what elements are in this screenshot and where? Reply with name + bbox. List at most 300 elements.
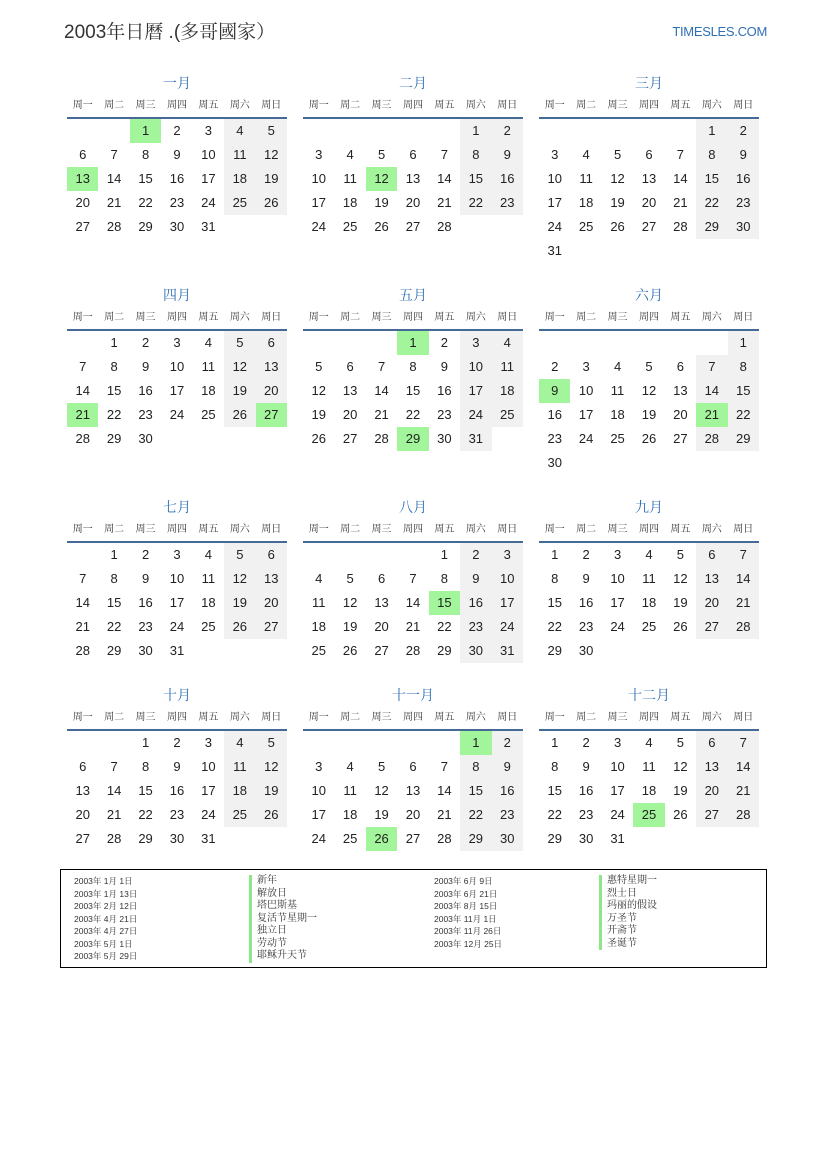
day-cell: 19 <box>256 167 287 191</box>
day-cell: 7 <box>377 359 386 374</box>
day-cell: 21 <box>106 807 122 822</box>
day-cell: 24 <box>610 807 625 822</box>
day-cell: 4 <box>346 147 354 162</box>
day-cell: 27 <box>374 643 389 658</box>
day-cell: 7 <box>79 359 87 374</box>
day-cell: 29 <box>460 827 491 851</box>
day-cell: 13 <box>673 383 688 398</box>
day-cell: 4 <box>346 759 354 774</box>
day-cell: 31 <box>460 427 491 451</box>
day-cell: 10 <box>610 759 625 774</box>
empty-day-cell <box>696 639 727 663</box>
empty-day-cell <box>602 119 633 143</box>
day-cell: 21 <box>728 779 759 803</box>
day-cell: 19 <box>311 407 326 422</box>
empty-day-cell <box>193 427 224 451</box>
weekday-header-tue: 周二 <box>104 712 125 723</box>
month-august <box>303 496 523 663</box>
legend-holiday-name: 新年 <box>249 875 277 888</box>
day-cell: 12 <box>374 783 389 798</box>
day-cell: 30 <box>578 643 594 658</box>
weekday-header-sun: 周日 <box>733 712 754 723</box>
day-cell: 8 <box>141 759 150 774</box>
legend-row <box>74 913 317 926</box>
empty-day-cell <box>602 239 633 263</box>
weekday-header-fri: 周五 <box>434 524 455 535</box>
weekday-header-sun: 周日 <box>261 100 282 111</box>
legend-row <box>74 925 317 938</box>
day-cell: 21 <box>728 591 759 615</box>
empty-day-cell <box>696 331 727 355</box>
day-cell: 6 <box>377 571 386 586</box>
week-row <box>67 191 287 215</box>
day-cell: 8 <box>440 571 449 586</box>
legend-holiday-name: 劳动节 <box>249 938 287 951</box>
day-cell: 8 <box>460 143 491 167</box>
week-row <box>67 331 287 355</box>
day-cell: 11 <box>610 383 625 398</box>
day-cell: 21 <box>673 195 688 210</box>
day-cell: 10 <box>169 359 185 374</box>
weekday-header-row <box>539 306 759 331</box>
week-row <box>67 143 287 167</box>
day-cell: 31 <box>610 831 625 846</box>
day-cell: 13 <box>696 567 727 591</box>
day-cell: 19 <box>641 407 657 422</box>
day-cell: 29 <box>138 219 153 234</box>
day-cell: 25 <box>201 407 216 422</box>
week-row <box>67 827 287 851</box>
day-cell: 26 <box>256 191 287 215</box>
legend-date: 2003年 12月 25日 <box>434 938 503 949</box>
day-cell: 3 <box>613 735 622 750</box>
week-row <box>303 779 523 803</box>
weekday-header-fri: 周五 <box>434 712 455 723</box>
weekday-header-fri: 周五 <box>198 100 219 111</box>
day-cell: 13 <box>641 171 657 186</box>
empty-day-cell <box>492 427 523 451</box>
week-row <box>303 191 523 215</box>
day-cell: 17 <box>311 807 326 822</box>
empty-day-cell <box>696 239 727 263</box>
week-row <box>67 379 287 403</box>
day-cell: 25 <box>342 219 358 234</box>
legend-date: 2003年 6月 9日 <box>434 876 493 886</box>
legend-row <box>74 900 317 913</box>
week-row <box>303 827 523 851</box>
weekday-header-mon: 周一 <box>544 712 565 723</box>
weekday-header-row <box>67 518 287 543</box>
week-row <box>303 615 523 639</box>
day-cell: 3 <box>315 147 323 162</box>
day-cell: 20 <box>673 407 688 422</box>
day-cell: 2 <box>551 359 559 374</box>
legend-row <box>434 875 657 888</box>
empty-day-cell <box>633 331 664 355</box>
day-cell: 26 <box>342 643 358 658</box>
week-row <box>539 143 759 167</box>
day-cell: 16 <box>169 783 185 798</box>
day-cell: 24 <box>169 619 185 634</box>
weekday-header-sat: 周六 <box>465 712 486 723</box>
day-cell: 9 <box>440 359 449 374</box>
day-cell: 29 <box>696 215 727 239</box>
month-title: 六月 <box>635 287 663 303</box>
empty-day-cell <box>161 427 192 451</box>
month-january <box>67 72 287 239</box>
empty-day-cell <box>67 119 98 143</box>
day-cell: 7 <box>696 355 727 379</box>
day-cell: 19 <box>224 591 255 615</box>
day-cell: 27 <box>342 431 358 446</box>
day-cell: 18 <box>641 783 657 798</box>
legend-holiday-name: 塔巴斯基 <box>249 900 297 913</box>
day-cell: 27 <box>696 615 727 639</box>
legend-row <box>434 900 657 913</box>
day-cell: 22 <box>460 803 491 827</box>
day-cell: 24 <box>169 407 185 422</box>
day-cell: 17 <box>610 783 625 798</box>
day-cell: 28 <box>437 219 452 234</box>
day-cell: 21 <box>106 195 122 210</box>
day-cell: 25 <box>342 831 358 846</box>
empty-day-cell <box>602 331 633 355</box>
weekday-header-wed: 周三 <box>371 712 392 723</box>
day-cell: 8 <box>460 755 491 779</box>
day-cell: 28 <box>728 803 759 827</box>
day-cell: 5 <box>256 119 287 143</box>
day-cell: 5 <box>645 359 653 374</box>
day-cell: 1 <box>551 735 559 750</box>
day-cell: 14 <box>75 383 90 398</box>
day-cell: 25 <box>578 219 594 234</box>
day-cell: 3 <box>173 547 181 562</box>
day-cell: 23 <box>138 407 153 422</box>
empty-day-cell <box>67 731 98 755</box>
month-may <box>303 284 523 451</box>
day-cell: 21 <box>405 619 421 634</box>
month-june <box>539 284 759 475</box>
day-cell: 22 <box>460 191 491 215</box>
day-cell: 10 <box>578 383 594 398</box>
day-cell: 4 <box>582 147 590 162</box>
weekday-header-fri: 周五 <box>670 712 691 723</box>
day-cell: 6 <box>676 359 685 374</box>
day-cell: 5 <box>377 759 386 774</box>
holiday-day-cell: 21 <box>67 403 98 427</box>
day-cell: 27 <box>673 431 688 446</box>
day-cell: 9 <box>141 359 150 374</box>
day-cell: 2 <box>173 123 181 138</box>
weekday-header-tue: 周二 <box>340 100 361 111</box>
day-cell: 29 <box>106 431 122 446</box>
day-cell: 24 <box>547 219 562 234</box>
empty-day-cell <box>256 215 287 239</box>
day-cell: 28 <box>75 431 90 446</box>
legend-holiday-name: 玛丽的假设 <box>599 900 657 913</box>
day-cell: 4 <box>645 735 653 750</box>
day-cell: 1 <box>551 547 559 562</box>
empty-day-cell <box>570 239 601 263</box>
empty-day-cell <box>193 639 224 663</box>
empty-day-cell <box>334 331 365 355</box>
empty-day-cell <box>224 827 255 851</box>
weekday-header-sun: 周日 <box>497 100 518 111</box>
site-brand-link[interactable]: TIMESLES.COM <box>672 24 767 39</box>
week-row <box>67 803 287 827</box>
holiday-day-cell: 29 <box>397 427 428 451</box>
empty-day-cell <box>366 543 397 567</box>
holiday-day-cell: 9 <box>539 379 570 403</box>
week-row <box>539 331 759 355</box>
day-cell: 20 <box>75 195 90 210</box>
day-cell: 4 <box>645 547 653 562</box>
day-cell: 12 <box>673 759 688 774</box>
week-row <box>539 379 759 403</box>
weekday-header-tue: 周二 <box>340 312 361 323</box>
day-cell: 7 <box>409 571 417 586</box>
day-cell: 17 <box>169 595 185 610</box>
day-cell: 28 <box>696 427 727 451</box>
day-cell: 26 <box>256 803 287 827</box>
day-cell: 16 <box>728 167 759 191</box>
holiday-day-cell: 21 <box>696 403 727 427</box>
page-title: 2003年日曆 .(多哥國家） <box>64 22 276 43</box>
day-cell: 19 <box>673 595 688 610</box>
day-cell: 24 <box>311 219 326 234</box>
day-cell: 14 <box>405 595 421 610</box>
legend-row <box>74 875 317 888</box>
day-cell: 2 <box>492 119 523 143</box>
day-cell: 29 <box>547 643 562 658</box>
day-cell: 28 <box>106 219 122 234</box>
empty-day-cell <box>539 331 570 355</box>
day-cell: 30 <box>169 831 185 846</box>
day-cell: 3 <box>173 335 181 350</box>
day-cell: 25 <box>224 191 255 215</box>
day-cell: 5 <box>256 731 287 755</box>
day-cell: 2 <box>440 335 449 350</box>
day-cell: 10 <box>169 571 185 586</box>
legend-date: 2003年 1月 13日 <box>74 888 138 899</box>
weekday-header-thu: 周四 <box>166 312 187 323</box>
day-cell: 16 <box>138 383 153 398</box>
day-cell: 29 <box>728 427 759 451</box>
empty-day-cell <box>665 639 696 663</box>
day-cell: 1 <box>440 547 449 562</box>
week-row <box>539 427 759 451</box>
empty-day-cell <box>67 543 98 567</box>
day-cell: 1 <box>460 119 491 143</box>
week-row <box>539 119 759 143</box>
day-cell: 25 <box>224 803 255 827</box>
day-cell: 18 <box>641 595 657 610</box>
day-cell: 2 <box>582 735 590 750</box>
day-cell: 4 <box>224 119 255 143</box>
weekday-header-wed: 周三 <box>135 312 156 323</box>
day-cell: 13 <box>405 171 421 186</box>
weekday-header-mon: 周一 <box>544 312 565 323</box>
empty-day-cell <box>334 543 365 567</box>
empty-day-cell <box>633 239 664 263</box>
day-cell: 3 <box>582 359 590 374</box>
weekday-header-tue: 周二 <box>104 100 125 111</box>
day-cell: 11 <box>579 171 593 186</box>
day-cell: 31 <box>201 831 216 846</box>
day-cell: 16 <box>169 171 185 186</box>
day-cell: 22 <box>696 191 727 215</box>
week-row <box>539 355 759 379</box>
month-title: 十月 <box>163 687 191 703</box>
week-row <box>539 803 759 827</box>
empty-day-cell <box>696 451 727 475</box>
day-cell: 6 <box>256 331 287 355</box>
weekday-header-thu: 周四 <box>638 524 659 535</box>
week-row <box>539 731 759 755</box>
day-cell: 19 <box>224 379 255 403</box>
week-row <box>539 567 759 591</box>
day-cell: 16 <box>578 783 594 798</box>
day-cell: 14 <box>75 595 90 610</box>
day-cell: 5 <box>676 547 685 562</box>
weekday-header-mon: 周一 <box>72 712 93 723</box>
day-cell: 18 <box>201 383 216 398</box>
day-cell: 10 <box>492 567 523 591</box>
weekday-header-tue: 周二 <box>104 312 125 323</box>
day-cell: 29 <box>437 643 452 658</box>
day-cell: 23 <box>169 807 185 822</box>
month-september <box>539 496 759 663</box>
day-cell: 27 <box>75 219 90 234</box>
day-cell: 18 <box>224 167 255 191</box>
week-row <box>539 779 759 803</box>
day-cell: 13 <box>405 783 421 798</box>
day-cell: 12 <box>224 567 255 591</box>
weekday-header-thu: 周四 <box>638 312 659 323</box>
weekday-header-tue: 周二 <box>576 312 597 323</box>
weekday-header-mon: 周一 <box>308 312 329 323</box>
day-cell: 7 <box>676 147 685 162</box>
weekday-header-sat: 周六 <box>229 712 250 723</box>
empty-day-cell <box>665 451 696 475</box>
weekday-header-thu: 周四 <box>402 312 423 323</box>
day-cell: 19 <box>342 619 358 634</box>
day-cell: 15 <box>138 171 153 186</box>
day-cell: 24 <box>201 195 216 210</box>
month-title: 八月 <box>399 499 427 515</box>
day-cell: 9 <box>492 143 523 167</box>
day-cell: 9 <box>460 567 491 591</box>
week-row <box>539 191 759 215</box>
day-cell: 27 <box>75 831 90 846</box>
day-cell: 16 <box>138 595 153 610</box>
empty-day-cell <box>397 543 428 567</box>
weekday-header-wed: 周三 <box>371 312 392 323</box>
day-cell: 17 <box>169 383 185 398</box>
day-cell: 11 <box>642 759 656 774</box>
day-cell: 13 <box>374 595 389 610</box>
day-cell: 9 <box>173 147 181 162</box>
day-cell: 13 <box>256 567 287 591</box>
holiday-day-cell: 27 <box>256 403 287 427</box>
day-cell: 15 <box>405 383 421 398</box>
day-cell: 10 <box>311 783 326 798</box>
weekday-header-row <box>539 706 759 731</box>
weekday-header-wed: 周三 <box>607 524 628 535</box>
day-cell: 20 <box>696 779 727 803</box>
empty-day-cell <box>665 331 696 355</box>
day-cell: 14 <box>106 171 122 186</box>
weekday-header-mon: 周一 <box>72 100 93 111</box>
day-cell: 15 <box>106 383 122 398</box>
day-cell: 11 <box>492 355 523 379</box>
week-row <box>303 543 523 567</box>
day-cell: 30 <box>728 215 759 239</box>
empty-day-cell <box>633 827 664 851</box>
day-cell: 3 <box>613 547 622 562</box>
legend-date: 2003年 2月 12日 <box>74 901 138 911</box>
legend-date: 2003年 11月 1日 <box>434 913 497 924</box>
day-cell: 22 <box>728 403 759 427</box>
weekday-header-sun: 周日 <box>733 100 754 111</box>
day-cell: 22 <box>138 807 153 822</box>
empty-day-cell <box>224 427 255 451</box>
day-cell: 10 <box>460 355 491 379</box>
day-cell: 7 <box>728 731 759 755</box>
weekday-header-thu: 周四 <box>402 712 423 723</box>
day-cell: 30 <box>460 639 491 663</box>
day-cell: 8 <box>409 359 417 374</box>
week-row <box>303 755 523 779</box>
day-cell: 22 <box>405 407 421 422</box>
day-cell: 5 <box>315 359 323 374</box>
day-cell: 7 <box>110 759 118 774</box>
day-cell: 30 <box>138 643 153 658</box>
week-row <box>67 779 287 803</box>
day-cell: 10 <box>201 759 216 774</box>
weekday-header-thu: 周四 <box>166 100 187 111</box>
weekday-header-sat: 周六 <box>229 100 250 111</box>
month-title: 三月 <box>635 75 663 91</box>
empty-day-cell <box>67 331 98 355</box>
day-cell: 12 <box>673 571 688 586</box>
week-row <box>539 215 759 239</box>
day-cell: 21 <box>374 407 389 422</box>
month-november <box>303 684 523 851</box>
day-cell: 18 <box>342 195 358 210</box>
day-cell: 17 <box>610 595 625 610</box>
day-cell: 19 <box>374 807 389 822</box>
day-cell: 20 <box>374 619 389 634</box>
legend-date: 2003年 5月 29日 <box>74 951 138 961</box>
weekday-header-thu: 周四 <box>166 524 187 535</box>
day-cell: 23 <box>437 407 452 422</box>
day-cell: 21 <box>75 619 90 634</box>
day-cell: 14 <box>374 383 389 398</box>
weekday-header-sun: 周日 <box>261 712 282 723</box>
day-cell: 14 <box>728 755 759 779</box>
empty-day-cell <box>334 731 365 755</box>
weekday-header-row <box>303 518 523 543</box>
day-cell: 17 <box>201 783 216 798</box>
week-row <box>539 639 759 663</box>
empty-day-cell <box>366 331 397 355</box>
weekday-header-mon: 周一 <box>544 100 565 111</box>
empty-day-cell <box>303 731 334 755</box>
weekday-header-sun: 周日 <box>497 524 518 535</box>
day-cell: 5 <box>377 147 386 162</box>
day-cell: 19 <box>374 195 389 210</box>
